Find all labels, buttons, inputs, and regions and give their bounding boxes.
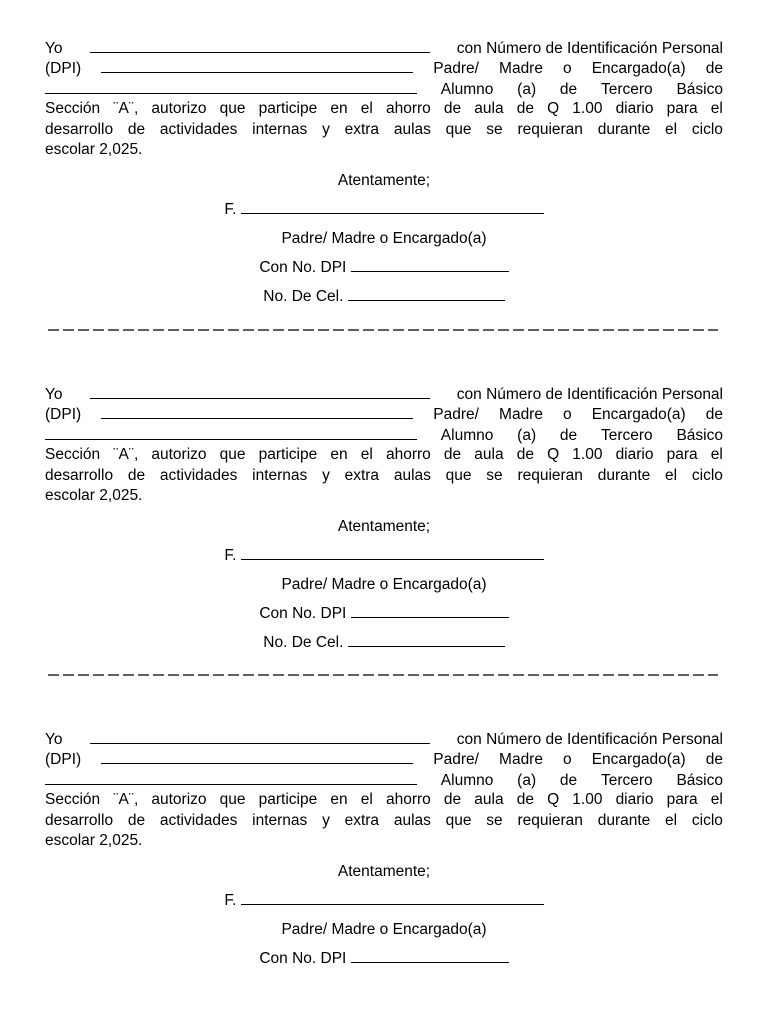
dpi-field-label: Con No. DPI xyxy=(259,950,347,968)
parent-word: de xyxy=(705,751,723,769)
word: participe xyxy=(258,791,318,809)
word: desarrollo xyxy=(45,466,114,484)
parent-word: o xyxy=(563,751,572,769)
word: que xyxy=(445,120,472,138)
word: participe xyxy=(258,446,318,464)
word: 1.00 xyxy=(572,100,603,118)
firma-label: F. xyxy=(224,201,237,219)
parent-word: o xyxy=(563,60,572,78)
dpi-blank[interactable] xyxy=(101,749,413,764)
word: participe xyxy=(258,100,318,118)
word: que xyxy=(219,446,246,464)
dpi-number-blank[interactable] xyxy=(351,603,509,618)
word: de xyxy=(127,120,146,138)
word: en xyxy=(330,791,348,809)
word: durante xyxy=(597,120,651,138)
word: se xyxy=(486,120,503,138)
word: Sección xyxy=(45,446,101,464)
dpi-phrase: con Número de Identificación Personal xyxy=(456,386,723,403)
word: diario xyxy=(615,446,654,464)
word: durante xyxy=(597,811,651,829)
word: de xyxy=(443,446,462,464)
dashed-cut-line xyxy=(48,674,718,676)
dpi-label: (DPI) xyxy=(45,60,82,78)
form-line-3 xyxy=(45,79,723,99)
cel-field-label: No. De Cel. xyxy=(263,288,344,306)
word: y xyxy=(322,466,330,484)
word: de xyxy=(516,791,534,809)
parent-word: Encargado(a) xyxy=(591,406,686,424)
student-word: de xyxy=(559,80,578,98)
word: que xyxy=(219,100,246,118)
word: aulas xyxy=(393,120,431,138)
dpi-field xyxy=(45,253,723,282)
word: el xyxy=(665,466,678,484)
authorization-form-1 xyxy=(45,38,723,311)
form-line-1 xyxy=(45,384,723,404)
form-line-4 xyxy=(45,445,723,465)
word: se xyxy=(486,466,503,484)
yo-label: Yo xyxy=(45,731,63,748)
word: diario xyxy=(615,100,654,118)
word: en xyxy=(330,100,348,118)
form-line-6: escolar 2,025. xyxy=(45,486,143,504)
word: ¨A¨, xyxy=(113,100,139,118)
student-name-blank[interactable] xyxy=(45,425,417,440)
cut-line xyxy=(48,329,718,331)
word: el xyxy=(665,120,678,138)
student-word: Básico xyxy=(676,426,723,444)
form-line-5 xyxy=(45,120,723,140)
dpi-field xyxy=(45,599,723,628)
student-word: Básico xyxy=(676,80,723,98)
dpi-blank[interactable] xyxy=(101,58,413,73)
word: ahorro xyxy=(385,791,431,809)
word: aula xyxy=(474,446,504,464)
word: extra xyxy=(344,120,380,138)
word: Sección xyxy=(45,791,101,809)
dpi-label: (DPI) xyxy=(45,751,82,769)
parent-word: Encargado(a) xyxy=(591,751,686,769)
word: ¨A¨, xyxy=(113,446,139,464)
word: para xyxy=(666,791,698,809)
word: 1.00 xyxy=(572,446,603,464)
word: requieran xyxy=(517,811,583,829)
word: actividades xyxy=(159,466,238,484)
firma-label: F. xyxy=(224,547,237,565)
student-word: Tercero xyxy=(600,80,653,98)
parent-role: Padre/ Madre o Encargado(a) xyxy=(281,576,487,594)
student-name-blank[interactable] xyxy=(45,770,417,785)
yo-label: Yo xyxy=(45,386,63,403)
word: ¨A¨, xyxy=(113,791,139,809)
parent-role: Padre/ Madre o Encargado(a) xyxy=(281,230,487,248)
word: de xyxy=(516,446,534,464)
word: el xyxy=(710,791,723,809)
word: de xyxy=(127,466,146,484)
word: autorizo xyxy=(151,446,207,464)
form-line-4 xyxy=(45,790,723,810)
dpi-field-label: Con No. DPI xyxy=(259,605,347,623)
word: y xyxy=(322,811,330,829)
parent-word: Encargado(a) xyxy=(591,60,686,78)
word: aula xyxy=(474,100,504,118)
student-word: Alumno xyxy=(440,426,494,444)
signature-blank[interactable] xyxy=(241,199,544,214)
word: ahorro xyxy=(385,446,431,464)
form-line-3 xyxy=(45,425,723,445)
student-word: Alumno xyxy=(440,771,494,789)
name-blank[interactable] xyxy=(90,38,430,53)
word: requieran xyxy=(517,120,583,138)
student-word: Tercero xyxy=(600,426,653,444)
word: ciclo xyxy=(691,120,723,138)
word: actividades xyxy=(159,811,238,829)
word: internas xyxy=(252,466,308,484)
word: desarrollo xyxy=(45,811,114,829)
closing-text: Atentamente; xyxy=(337,518,431,536)
word: autorizo xyxy=(151,100,207,118)
word: y xyxy=(322,120,330,138)
word: Sección xyxy=(45,100,101,118)
word: se xyxy=(486,811,503,829)
signature-blank[interactable] xyxy=(241,545,544,560)
student-word: (a) xyxy=(517,771,537,789)
form-line-6: escolar 2,025. xyxy=(45,140,143,158)
parent-word: Padre/ xyxy=(433,751,479,769)
name-blank[interactable] xyxy=(90,384,430,399)
word: el xyxy=(360,446,373,464)
word: extra xyxy=(344,811,380,829)
word: de xyxy=(127,811,146,829)
firma-label: F. xyxy=(224,892,237,910)
word: en xyxy=(330,446,348,464)
form-line-1 xyxy=(45,38,723,58)
cut-line xyxy=(48,674,718,676)
form-line-3 xyxy=(45,770,723,790)
word: 1.00 xyxy=(572,791,603,809)
form-line-2 xyxy=(45,404,723,424)
word: aulas xyxy=(393,811,431,829)
word: desarrollo xyxy=(45,120,114,138)
word: internas xyxy=(252,811,308,829)
word: para xyxy=(666,446,698,464)
dpi-field xyxy=(45,944,723,973)
word: extra xyxy=(344,466,380,484)
student-word: Básico xyxy=(676,771,723,789)
student-word: (a) xyxy=(517,426,537,444)
cel-number-blank[interactable] xyxy=(348,286,505,301)
student-word: de xyxy=(559,426,578,444)
form-line-5 xyxy=(45,466,723,486)
word: de xyxy=(443,791,462,809)
word: el xyxy=(710,100,723,118)
dashed-cut-line xyxy=(48,329,718,331)
closing-text: Atentamente; xyxy=(337,172,431,190)
word: que xyxy=(445,466,472,484)
word: el xyxy=(710,446,723,464)
word: internas xyxy=(252,120,308,138)
parent-word: Madre xyxy=(499,406,543,424)
parent-role: Padre/ Madre o Encargado(a) xyxy=(281,921,487,939)
parent-word: de xyxy=(705,60,723,78)
parent-word: Madre xyxy=(499,751,543,769)
word: de xyxy=(516,100,534,118)
word: Q xyxy=(547,446,560,464)
form-line-1 xyxy=(45,729,723,749)
dpi-phrase: con Número de Identificación Personal xyxy=(456,731,723,748)
student-word: Tercero xyxy=(600,771,653,789)
dpi-label: (DPI) xyxy=(45,406,82,424)
student-name-blank[interactable] xyxy=(45,79,417,94)
parent-word: Padre/ xyxy=(433,60,479,78)
parent-word: Madre xyxy=(499,60,543,78)
cel-field xyxy=(45,282,723,311)
form-line-2 xyxy=(45,58,723,78)
dpi-phrase: con Número de Identificación Personal xyxy=(456,40,723,57)
authorization-form-2 xyxy=(45,384,723,657)
word: que xyxy=(445,811,472,829)
word: ciclo xyxy=(691,811,723,829)
student-word: Alumno xyxy=(440,80,494,98)
cel-field xyxy=(45,628,723,657)
word: diario xyxy=(615,791,654,809)
word: requieran xyxy=(517,466,583,484)
word: ciclo xyxy=(691,466,723,484)
student-word: de xyxy=(559,771,578,789)
word: el xyxy=(360,791,373,809)
word: Q xyxy=(547,791,560,809)
word: actividades xyxy=(159,120,238,138)
word: el xyxy=(360,100,373,118)
dpi-blank[interactable] xyxy=(101,404,413,419)
form-line-5 xyxy=(45,811,723,831)
form-line-6: escolar 2,025. xyxy=(45,831,143,849)
form-line-2 xyxy=(45,749,723,769)
word: durante xyxy=(597,466,651,484)
student-word: (a) xyxy=(517,80,537,98)
word: Q xyxy=(547,100,560,118)
parent-word: o xyxy=(563,406,572,424)
signature-blank[interactable] xyxy=(241,890,544,905)
word: aulas xyxy=(393,466,431,484)
word: que xyxy=(219,791,246,809)
authorization-form-3 xyxy=(45,729,723,973)
cel-field-label: No. De Cel. xyxy=(263,634,344,652)
word: ahorro xyxy=(385,100,431,118)
word: de xyxy=(443,100,462,118)
name-blank[interactable] xyxy=(90,729,430,744)
signature-line xyxy=(45,886,723,915)
yo-label: Yo xyxy=(45,40,63,57)
signature-line xyxy=(45,541,723,570)
dpi-number-blank[interactable] xyxy=(351,948,509,963)
word: para xyxy=(666,100,698,118)
signature-line xyxy=(45,195,723,224)
dpi-number-blank[interactable] xyxy=(351,257,509,272)
dpi-field-label: Con No. DPI xyxy=(259,259,347,277)
cel-number-blank[interactable] xyxy=(348,632,505,647)
word: aula xyxy=(474,791,504,809)
closing-text: Atentamente; xyxy=(337,863,431,881)
parent-word: Padre/ xyxy=(433,406,479,424)
form-line-4 xyxy=(45,99,723,119)
parent-word: de xyxy=(705,406,723,424)
word: autorizo xyxy=(151,791,207,809)
word: el xyxy=(665,811,678,829)
